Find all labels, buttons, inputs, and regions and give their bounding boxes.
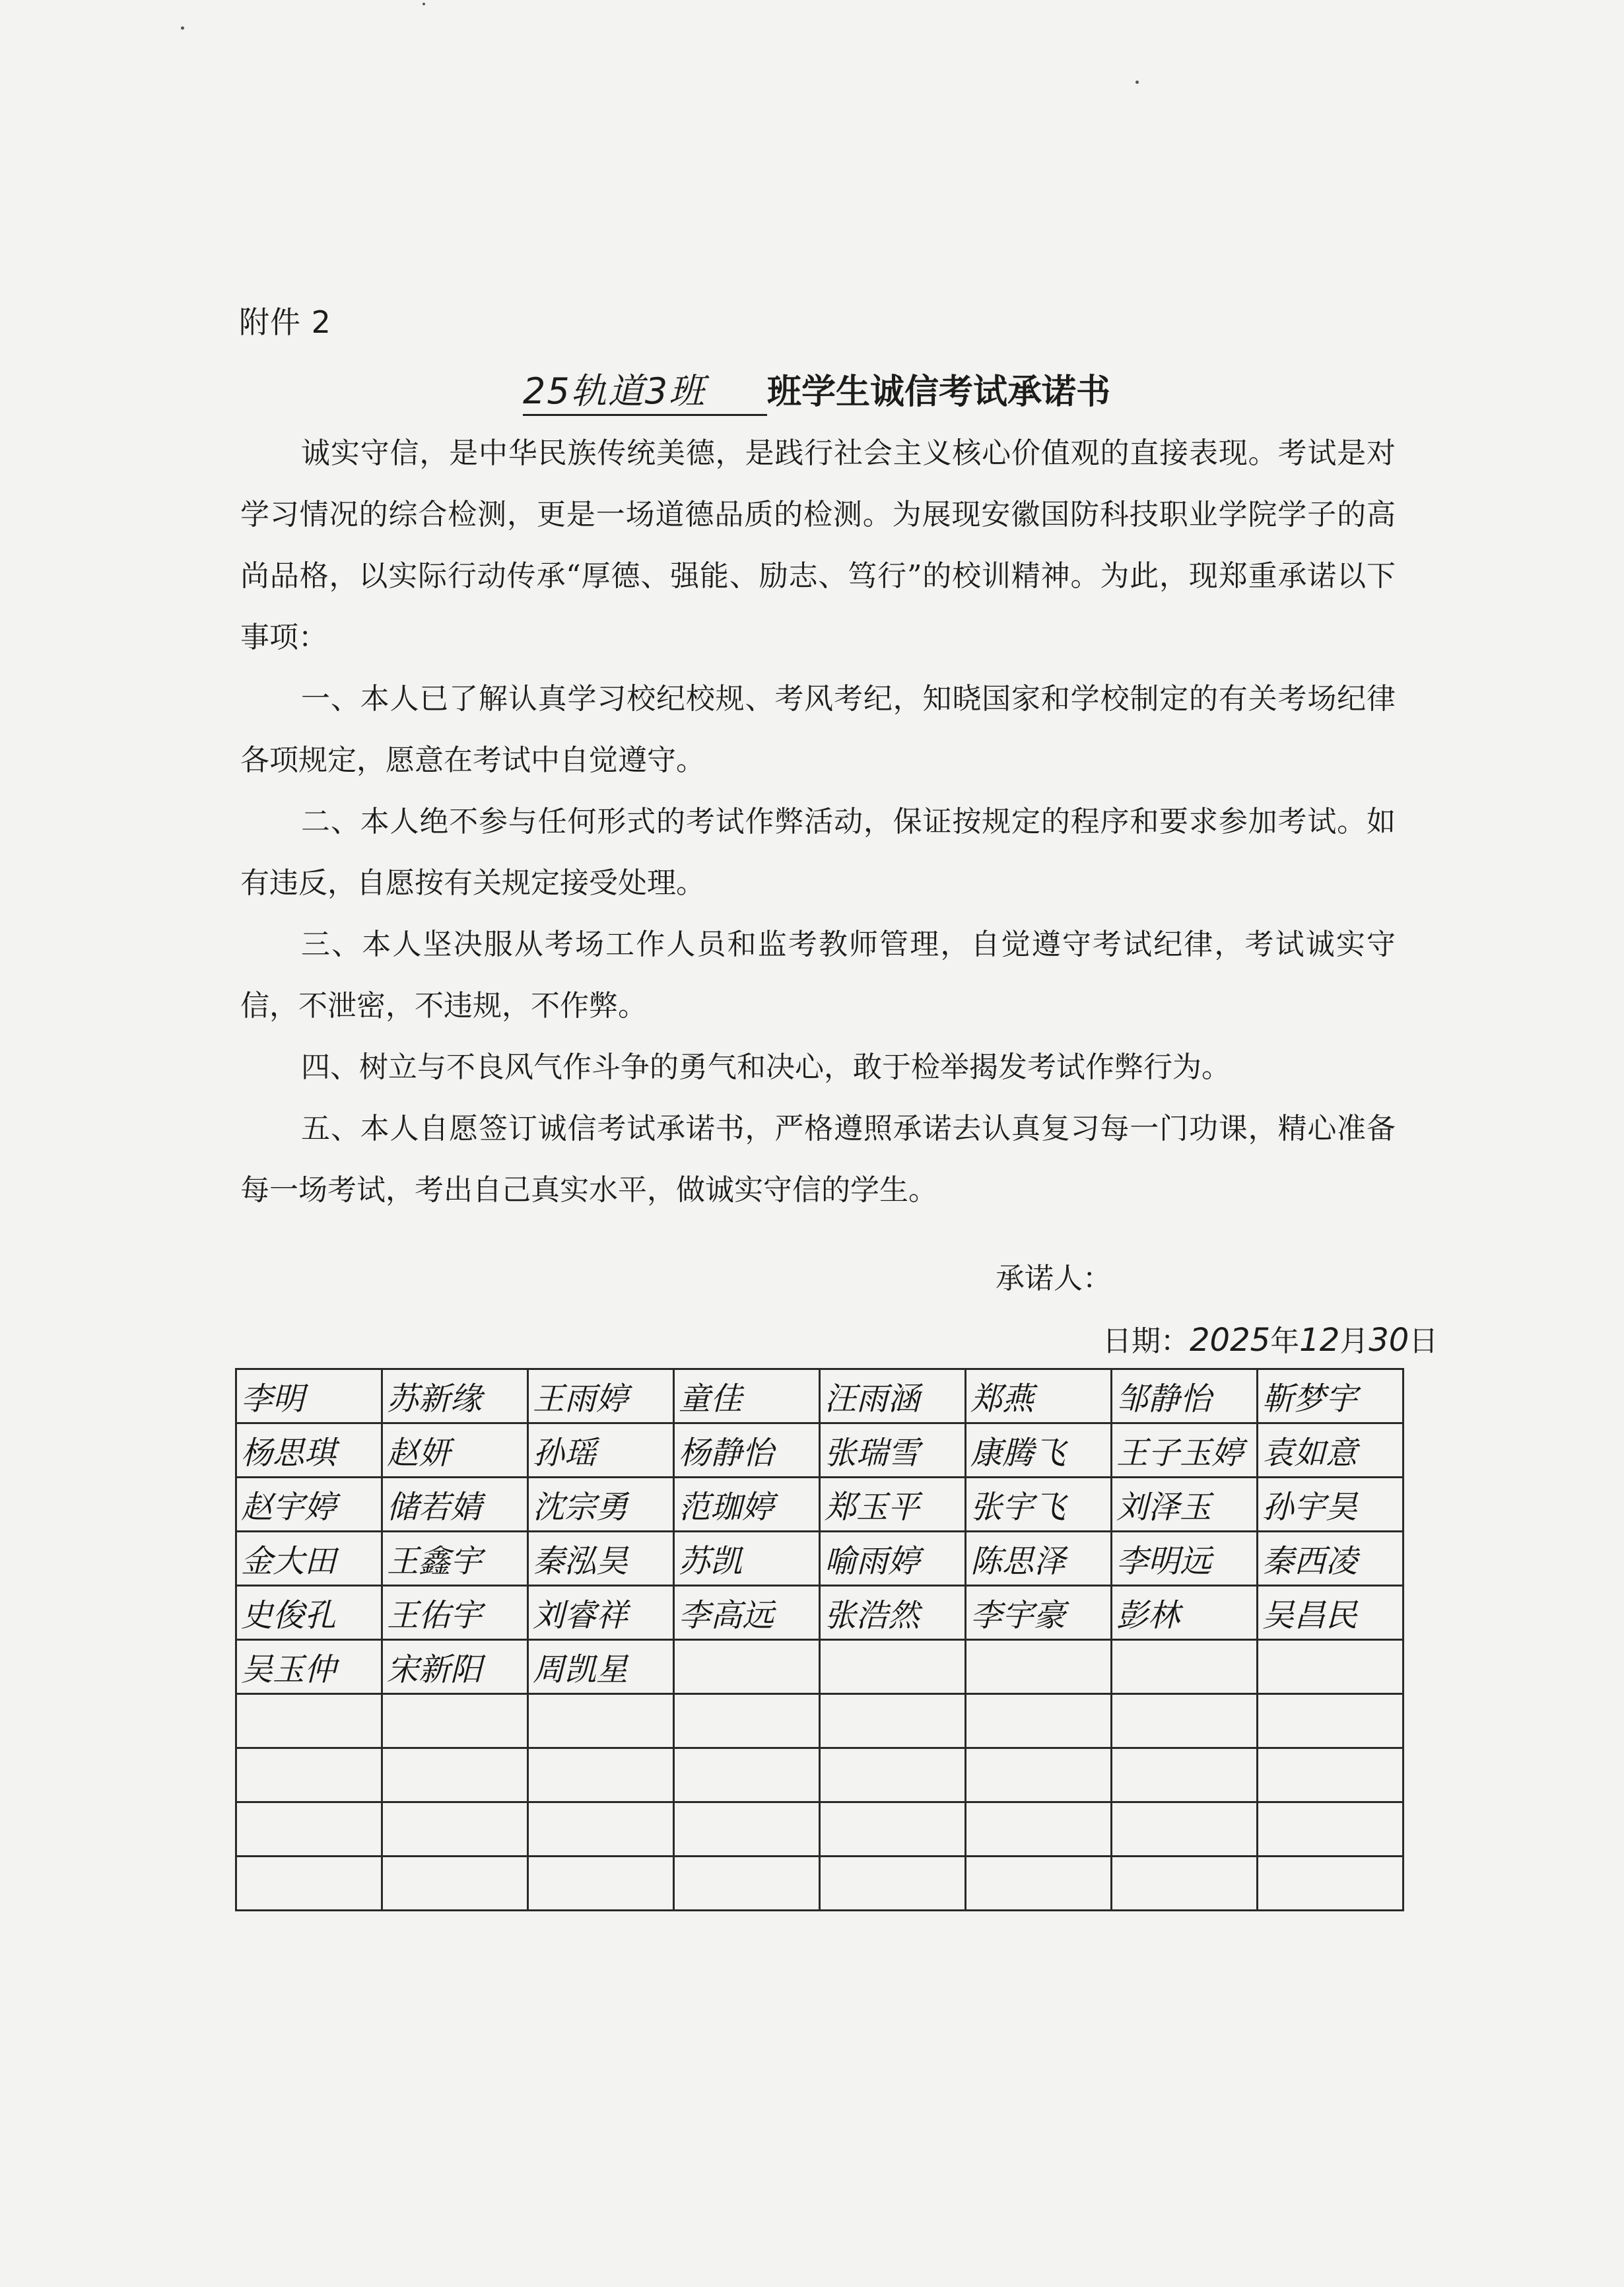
signature-cell [236, 1694, 382, 1748]
signature-cell: 赵宇婷 [236, 1478, 382, 1532]
signature-row [236, 1857, 1404, 1911]
signature-cell [528, 1694, 674, 1748]
signature-cell: 汪雨涵 [820, 1369, 966, 1423]
signature-cell: 康腾飞 [966, 1423, 1112, 1478]
signature-cell: 苏凯 [674, 1532, 820, 1586]
signature-cell [382, 1694, 528, 1748]
date-label: 日期： [1102, 1324, 1190, 1358]
attachment-label: 附件 2 [239, 304, 331, 340]
signature-cell: 李明远 [1112, 1532, 1258, 1586]
signature-cell: 彭林 [1112, 1586, 1258, 1640]
signature-cell: 张宇飞 [966, 1478, 1112, 1532]
signature-cell [382, 1857, 528, 1911]
signature-cell [1112, 1857, 1258, 1911]
signature-cell [528, 1857, 674, 1911]
signature-cell: 孙瑶 [528, 1423, 674, 1478]
signature-cell [528, 1802, 674, 1857]
signature-row [236, 1423, 1404, 1478]
signature-cell [1112, 1802, 1258, 1857]
signature-cell: 孙宇昊 [1258, 1478, 1404, 1532]
signature-cell: 储若婧 [382, 1478, 528, 1532]
signature-cell: 杨思琪 [236, 1423, 382, 1478]
date-month: 12 [1299, 1322, 1340, 1359]
signature-row [236, 1748, 1404, 1802]
signature-cell [1112, 1748, 1258, 1802]
pledge-item-3: 三、本人坚决服从考场工作人员和监考教师管理，自觉遵守考试纪律，考试诚实守信，不泄密，不违规，不作弊。 [240, 928, 1396, 1023]
scan-speck [181, 26, 184, 30]
signature-cell: 张瑞雪 [820, 1423, 966, 1478]
scan-speck [423, 3, 425, 5]
signature-cell: 赵妍 [382, 1423, 528, 1478]
signature-cell [966, 1748, 1112, 1802]
signature-cell [820, 1748, 966, 1802]
signature-table [235, 1368, 1404, 1911]
pledge-item-4: 四、树立与不良风气作斗争的勇气和决心，敢于检举揭发考试作弊行为。 [301, 1050, 1231, 1084]
signature-cell [966, 1694, 1112, 1748]
date-year: 2025 [1190, 1322, 1271, 1359]
signature-cell: 周凯星 [528, 1640, 674, 1694]
date-day-unit: 日 [1409, 1324, 1438, 1358]
scan-speck [1135, 81, 1139, 84]
signature-cell: 陈思泽 [966, 1532, 1112, 1586]
signature-cell [820, 1802, 966, 1857]
pledge-item-5: 五、本人自愿签订诚信考试承诺书，严格遵照承诺去认真复习每一门功课，精心准备每一场考试，考出自己真实水平，做诚实守信的学生。 [240, 1112, 1396, 1207]
signature-cell: 吴玉仲 [236, 1640, 382, 1694]
signature-cell: 刘睿祥 [528, 1586, 674, 1640]
signature-cell [966, 1640, 1112, 1694]
signature-row [236, 1586, 1404, 1640]
signature-cell [820, 1857, 966, 1911]
pledger-label: 承诺人： [996, 1262, 1112, 1295]
signature-cell: 王鑫宇 [382, 1532, 528, 1586]
signature-cell [1258, 1748, 1404, 1802]
signature-cell [966, 1857, 1112, 1911]
signature-cell: 邹静怡 [1112, 1369, 1258, 1423]
signature-cell [236, 1857, 382, 1911]
signature-cell: 范珈婷 [674, 1478, 820, 1532]
pledge-body [240, 423, 1396, 1221]
signature-cell: 宋新阳 [382, 1640, 528, 1694]
signature-cell: 王雨婷 [528, 1369, 674, 1423]
signing-date [1102, 1317, 1438, 1359]
date-month-unit: 月 [1339, 1324, 1369, 1358]
signature-cell: 吴昌民 [1258, 1586, 1404, 1640]
document-title [523, 363, 1249, 416]
signature-cell: 袁如意 [1258, 1423, 1404, 1478]
intro-paragraph: 诚实守信，是中华民族传统美德，是践行社会主义核心价值观的直接表现。考试是对学习情况的综合检测，更是一场道德品质的检测。为展现安徽国防科技职业学院学子的高尚品格，以实际行动传承“厚德、强能、励志、笃行”的校训精神。为此，现郑重承诺以下事项： [240, 436, 1396, 654]
signature-cell [674, 1694, 820, 1748]
signature-cell [382, 1802, 528, 1857]
signature-cell [674, 1640, 820, 1694]
signature-cell [1258, 1694, 1404, 1748]
signature-cell [674, 1748, 820, 1802]
signature-cell: 秦西凌 [1258, 1532, 1404, 1586]
pledge-item-2: 二、本人绝不参与任何形式的考试作弊活动，保证按规定的程序和要求参加考试。如有违反，自愿按有关规定接受处理。 [240, 805, 1396, 900]
signature-row [236, 1369, 1404, 1423]
signature-cell [528, 1748, 674, 1802]
signature-cell: 郑燕 [966, 1369, 1112, 1423]
signature-cell [1258, 1857, 1404, 1911]
signature-cell [1112, 1694, 1258, 1748]
signature-cell: 王子玉婷 [1112, 1423, 1258, 1478]
signature-cell: 秦泓昊 [528, 1532, 674, 1586]
signature-cell [1258, 1640, 1404, 1694]
signature-cell [1258, 1802, 1404, 1857]
signature-cell: 郑玉平 [820, 1478, 966, 1532]
signature-cell [236, 1802, 382, 1857]
date-year-unit: 年 [1270, 1324, 1300, 1358]
signature-row [236, 1478, 1404, 1532]
signature-cell [382, 1748, 528, 1802]
signature-cell: 王佑宇 [382, 1586, 528, 1640]
signature-cell [674, 1857, 820, 1911]
signature-cell: 沈宗勇 [528, 1478, 674, 1532]
signature-row [236, 1802, 1404, 1857]
signature-cell: 靳梦宇 [1258, 1369, 1404, 1423]
signature-cell: 李宇豪 [966, 1586, 1112, 1640]
signature-cell: 李明 [236, 1369, 382, 1423]
signature-cell [1112, 1640, 1258, 1694]
signature-cell: 李高远 [674, 1586, 820, 1640]
date-day: 30 [1369, 1322, 1409, 1359]
signature-row [236, 1694, 1404, 1748]
title-suffix: 班学生诚信考试承诺书 [767, 372, 1111, 412]
signature-cell: 张浩然 [820, 1586, 966, 1640]
signature-cell [820, 1694, 966, 1748]
signature-cell: 苏新缘 [382, 1369, 528, 1423]
signature-cell [966, 1802, 1112, 1857]
pledge-item-1: 一、本人已了解认真学习校纪校规、考风考纪，知晓国家和学校制定的有关考场纪律各项规定，愿意在考试中自觉遵守。 [240, 682, 1396, 777]
signature-cell [674, 1802, 820, 1857]
signature-cell: 史俊孔 [236, 1586, 382, 1640]
signature-row [236, 1532, 1404, 1586]
signature-cell: 童佳 [674, 1369, 820, 1423]
signature-row [236, 1640, 1404, 1694]
signature-cell [236, 1748, 382, 1802]
class-name-handwritten: 25轨道3班 [523, 363, 767, 416]
signature-cell: 喻雨婷 [820, 1532, 966, 1586]
signature-cell: 杨静怡 [674, 1423, 820, 1478]
signature-cell [820, 1640, 966, 1694]
signature-cell: 金大田 [236, 1532, 382, 1586]
signature-cell: 刘泽玉 [1112, 1478, 1258, 1532]
